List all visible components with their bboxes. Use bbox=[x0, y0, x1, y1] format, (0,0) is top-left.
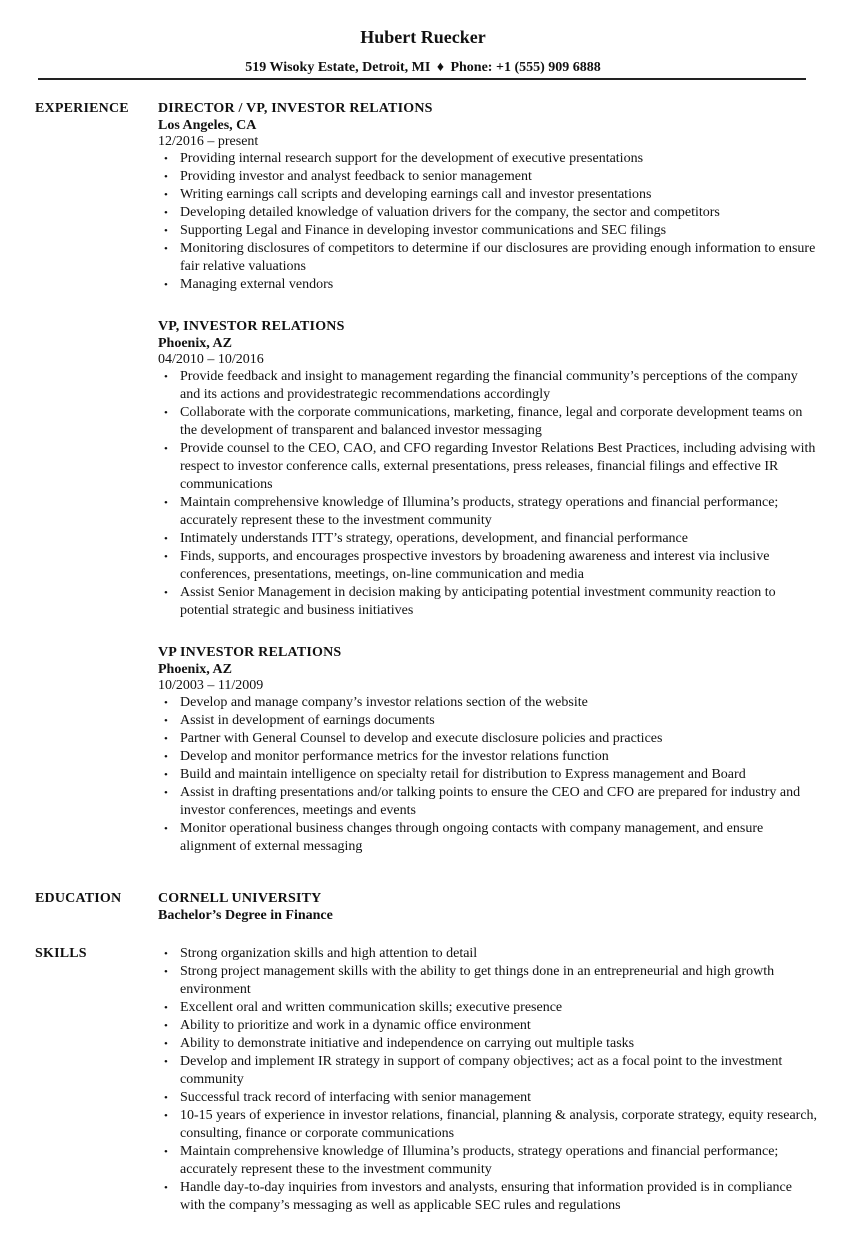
list-item: • Providing internal research support for the development of executive presentations bbox=[164, 151, 644, 166]
contact-line bbox=[0, 59, 846, 76]
list-item: • Provide feedback and insight to management regarding the financial community’s perceptions of the company and its actions and providestrategic recommendations accordingly bbox=[164, 369, 798, 402]
section-label-skills: SKILLS bbox=[35, 946, 87, 961]
list-item: • Maintain comprehensive knowledge of Illumina’s products, strategy operations and financial performance; accurately represent these to the investment community bbox=[164, 1144, 779, 1177]
bullet-icon: • bbox=[164, 1182, 168, 1194]
bullet-icon: • bbox=[164, 823, 168, 835]
list-item: • Partner with General Counsel to develop and execute disclosure policies and practices bbox=[164, 731, 663, 746]
list-item: • Assist Senior Management in decision making by anticipating potential investment community reaction to potential strategic and business initiatives bbox=[164, 585, 776, 618]
list-item: • Strong project management skills with the ability to get things done in an entrepreneurial and high growth environment bbox=[164, 964, 775, 997]
bullet-icon: • bbox=[164, 751, 168, 763]
job-dates: 04/2010 – 10/2016 bbox=[158, 352, 264, 367]
job-entry bbox=[158, 644, 818, 856]
candidate-name: Hubert Ruecker bbox=[360, 27, 486, 47]
list-item: • Handle day-to-day inquiries from investors and analysts, ensuring that information provided is in compliance with the company’s messaging as well as applicable SEC rules and regulations bbox=[164, 1180, 792, 1213]
job-title: VP INVESTOR RELATIONS bbox=[158, 645, 342, 660]
bullet-icon: • bbox=[164, 443, 168, 455]
job-location: Phoenix, AZ bbox=[158, 336, 232, 351]
list-item: • Writing earnings call scripts and developing earnings call and investor presentations bbox=[164, 187, 652, 202]
bullet-icon: • bbox=[164, 371, 168, 383]
job-bullets bbox=[158, 694, 818, 856]
bullet-icon: • bbox=[164, 948, 168, 960]
bullet-icon: • bbox=[164, 1092, 168, 1104]
job-title: VP, INVESTOR RELATIONS bbox=[158, 319, 345, 334]
list-item: • Strong organization skills and high attention to detail bbox=[164, 946, 478, 961]
list-item: • Develop and manage company’s investor relations section of the website bbox=[164, 695, 588, 710]
list-item: • Monitoring disclosures of competitors to determine if our disclosures are providing enough information to ensure fair relative valuations bbox=[164, 241, 816, 274]
bullet-icon: • bbox=[164, 279, 168, 291]
bullet-icon: • bbox=[164, 497, 168, 509]
job-entry bbox=[158, 100, 818, 294]
list-item: • Ability to demonstrate initiative and independence on carrying out multiple tasks bbox=[164, 1036, 635, 1051]
job-location: Phoenix, AZ bbox=[158, 662, 232, 677]
list-item: • Assist in drafting presentations and/or talking points to ensure the CEO and CFO are prepared for industry and investor conferences, meetings and events bbox=[164, 785, 801, 818]
job-location: Los Angeles, CA bbox=[158, 118, 257, 133]
bullet-icon: • bbox=[164, 207, 168, 219]
job-entry bbox=[158, 318, 818, 620]
bullet-icon: • bbox=[164, 1110, 168, 1122]
job-bullets bbox=[158, 368, 818, 620]
bullet-icon: • bbox=[164, 587, 168, 599]
bullet-icon: • bbox=[164, 407, 168, 419]
list-item: • Develop and implement IR strategy in support of company objectives; act as a focal point to the investment community bbox=[164, 1054, 783, 1087]
bullet-icon: • bbox=[164, 1002, 168, 1014]
education-entry bbox=[158, 890, 818, 924]
header-divider bbox=[38, 78, 806, 80]
bullet-icon: • bbox=[164, 189, 168, 201]
experience-list bbox=[158, 100, 818, 856]
section-label-education: EDUCATION bbox=[35, 891, 122, 906]
list-item: • Monitor operational business changes through ongoing contacts with company management, and ensure alignment of external messaging bbox=[164, 821, 764, 854]
list-item: • Managing external vendors bbox=[164, 277, 334, 292]
job-title: DIRECTOR / VP, INVESTOR RELATIONS bbox=[158, 101, 433, 116]
list-item: • 10-15 years of experience in investor relations, financial, planning & analysis, corporate strategy, equity research, consulting, finance or corporate communications bbox=[164, 1108, 818, 1141]
skills-list bbox=[158, 945, 818, 1215]
section-label-experience: EXPERIENCE bbox=[35, 101, 129, 116]
skills-bullets bbox=[158, 945, 818, 1215]
bullet-icon: • bbox=[164, 733, 168, 745]
bullet-icon: • bbox=[164, 1146, 168, 1158]
bullet-icon: • bbox=[164, 225, 168, 237]
address: 519 Wisoky Estate, Detroit, MI bbox=[245, 60, 431, 75]
bullet-icon: • bbox=[164, 533, 168, 545]
diamond-separator-icon: ♦ bbox=[436, 60, 444, 75]
job-dates: 10/2003 – 11/2009 bbox=[158, 678, 264, 693]
list-item: • Assist in development of earnings documents bbox=[164, 713, 435, 728]
bullet-icon: • bbox=[164, 243, 168, 255]
job-dates: 12/2016 – present bbox=[158, 134, 259, 149]
list-item: • Maintain comprehensive knowledge of Illumina’s products, strategy operations and financial performance; accurately represent these to the investment community bbox=[164, 495, 779, 528]
bullet-icon: • bbox=[164, 153, 168, 165]
bullet-icon: • bbox=[164, 1056, 168, 1068]
phone: Phone: +1 (555) 909 6888 bbox=[450, 60, 601, 75]
list-item: • Developing detailed knowledge of valuation drivers for the company, the sector and competitors bbox=[164, 205, 720, 220]
list-item: • Develop and monitor performance metrics for the investor relations function bbox=[164, 749, 609, 764]
list-item: • Collaborate with the corporate communications, marketing, finance, legal and corporate development teams on the development of transparent and balanced investor messaging bbox=[164, 405, 803, 438]
school-name: CORNELL UNIVERSITY bbox=[158, 891, 322, 906]
degree: Bachelor’s Degree in Finance bbox=[158, 908, 333, 923]
bullet-icon: • bbox=[164, 1038, 168, 1050]
job-bullets bbox=[158, 150, 818, 294]
list-item: • Build and maintain intelligence on specialty retail for distribution to Express management and Board bbox=[164, 767, 746, 782]
bullet-icon: • bbox=[164, 966, 168, 978]
list-item: • Providing investor and analyst feedback to senior management bbox=[164, 169, 532, 184]
bullet-icon: • bbox=[164, 715, 168, 727]
bullet-icon: • bbox=[164, 171, 168, 183]
list-item: • Finds, supports, and encourages prospective investors by broadening awareness and interest via inclusive conferences, presentations, meetings, on-line communication and media bbox=[164, 549, 770, 582]
list-item: • Intimately understands ITT’s strategy, operations, development, and financial performance bbox=[164, 531, 688, 546]
list-item: • Supporting Legal and Finance in developing investor communications and SEC filings bbox=[164, 223, 667, 238]
list-item: • Ability to prioritize and work in a dynamic office environment bbox=[164, 1018, 531, 1033]
list-item: • Excellent oral and written communication skills; executive presence bbox=[164, 1000, 563, 1015]
bullet-icon: • bbox=[164, 787, 168, 799]
list-item: • Successful track record of interfacing with senior management bbox=[164, 1090, 532, 1105]
list-item: • Provide counsel to the CEO, CAO, and CFO regarding Investor Relations Best Practices, including advising with respect to investor conference calls, external presentations, press releases, financial filings and effective IR communications bbox=[164, 441, 816, 492]
bullet-icon: • bbox=[164, 769, 168, 781]
bullet-icon: • bbox=[164, 697, 168, 709]
bullet-icon: • bbox=[164, 551, 168, 563]
bullet-icon: • bbox=[164, 1020, 168, 1032]
